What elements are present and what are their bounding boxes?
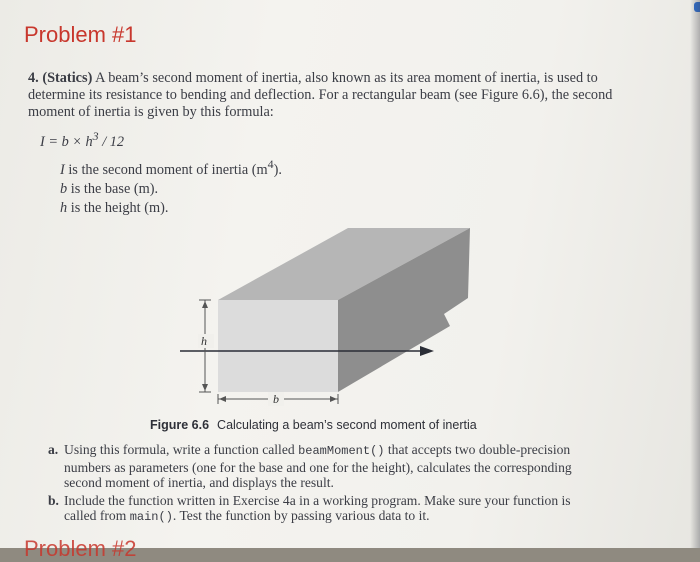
formula-h: h [85,133,93,150]
formula-equals: = [44,133,62,150]
height-label: h [201,334,207,348]
problem-heading: Problem #1 [24,22,137,47]
problem-number: 4. [28,70,39,86]
definition-b [60,180,360,199]
formula-divide: / 12 [98,133,125,150]
exercise-a [48,442,598,491]
next-problem-heading: Problem #2 [24,536,137,561]
problem-text: A beam’s second moment of inertia, also known as its area moment of inertia, is used to determine its resistance to bending and deflection. For a rectangular beam (see Figure 6.6), the second moment of inertia is given by this formula: [28,70,613,120]
definition-text: is the height (m). [67,199,169,216]
formula-b: b [61,133,69,150]
scrollbar-thumb[interactable] [694,2,700,12]
definition-symbol: h [60,199,68,216]
axis-arrowhead [420,346,434,356]
formula-I: I [40,133,45,150]
figure-caption-text: Calculating a beam’s second moment of inertia [217,418,477,432]
definition-text: is the base (m). [67,180,159,197]
definition-superscript: 4 [267,157,274,171]
problem-topic: (Statics) [42,70,93,86]
definition-end: ). [273,161,282,178]
exercise-text: Using this formula, write a function called [64,442,299,457]
base-label: b [273,392,279,406]
formula-exponent: 3 [92,129,99,143]
figure-label: Figure 6.6 [150,418,210,432]
figure-caption [150,418,477,432]
beam-figure [178,222,478,412]
beam-front-face [218,300,338,392]
exercise-text: Include the function written in Exercise 4a in a working program. Make sure your function is called from [64,492,571,523]
definition-text: is the second moment of inertia (m [64,161,268,178]
variable-definitions [60,155,360,218]
exercise-list [48,442,598,528]
exercise-label: a. [48,442,59,457]
exercise-code: main() [129,510,173,524]
exercise-text: that accepts two double-precision numbers as parameters (one for the base and one for the height), calculates the corresponding second moment of inertia, and displays the result. [64,442,572,490]
exercise-label: b. [48,492,59,508]
definition-h [60,199,360,218]
formula-times: × [68,133,86,150]
exercise-code: beamMoment() [298,444,385,458]
exercise-text: . Test the function by passing various data to it. [172,508,430,523]
definition-I [60,155,360,180]
definition-symbol: I [60,161,65,178]
problem-statement [28,70,618,121]
exercise-b [48,493,598,526]
inertia-formula [40,128,124,151]
definition-symbol: b [60,180,68,197]
